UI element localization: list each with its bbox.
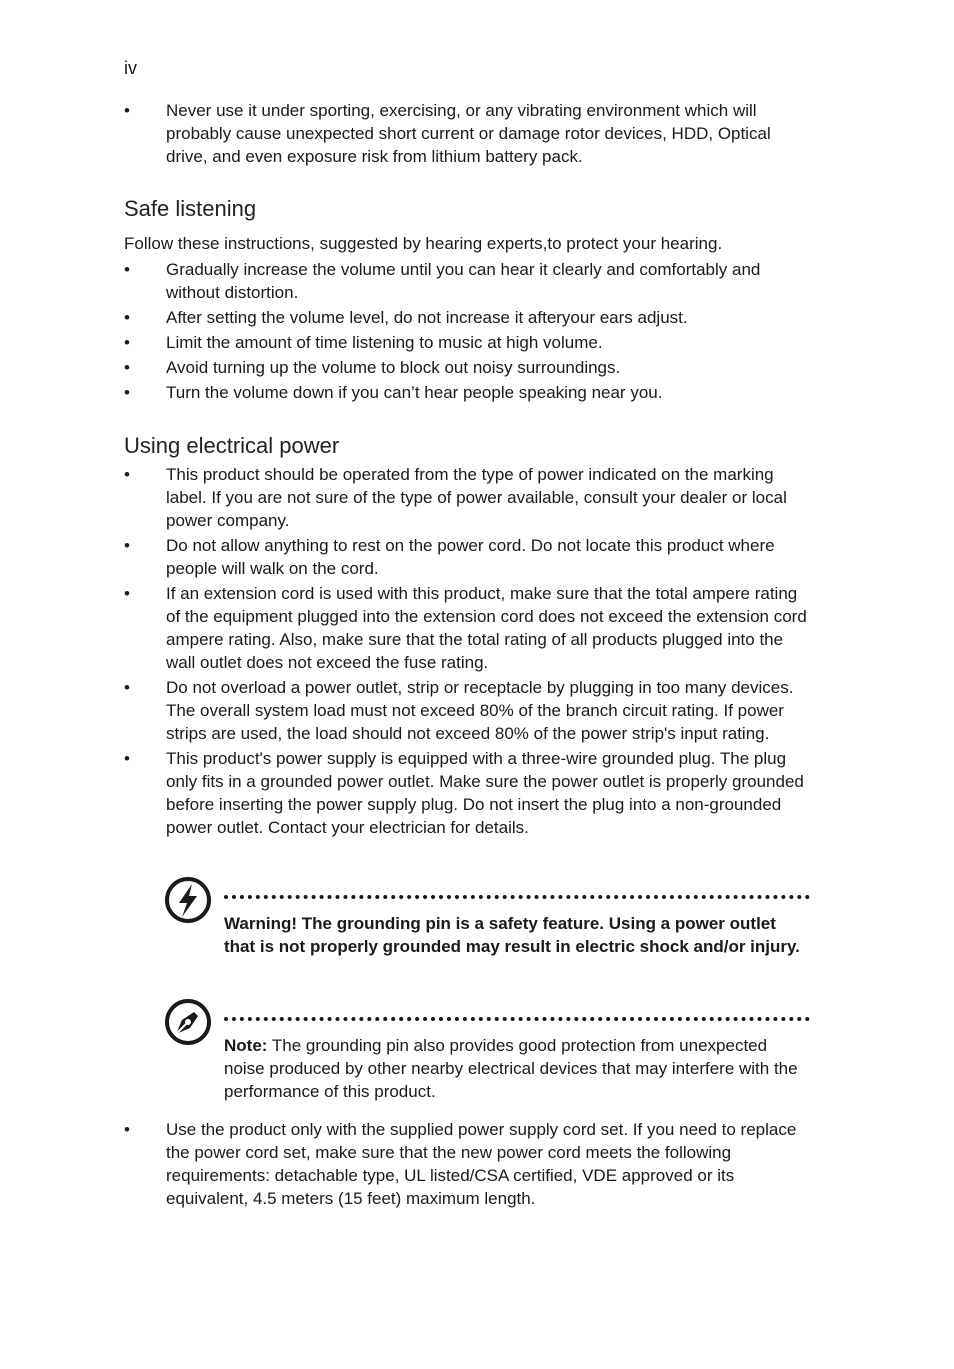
list-item-text: Turn the volume down if you can’t hear people speaking near you. [166, 383, 663, 402]
bullet: • [124, 333, 130, 352]
list-item [124, 258, 814, 304]
list-item [124, 582, 814, 674]
note-callout [164, 998, 814, 1118]
list-item-text: Avoid turning up the volume to block out noisy surroundings. [166, 358, 621, 377]
list-item [124, 331, 814, 354]
dotted-divider [224, 1017, 810, 1021]
list-item [124, 381, 814, 404]
list-item [124, 463, 814, 532]
list-item-text: Gradually increase the volume until you can hear it clearly and comfortably and without distortion. [166, 260, 761, 302]
list-item-text: This product should be operated from the type of power indicated on the marking label. If you are not sure of the type of power available, consult your dealer or local power company. [166, 465, 787, 530]
top-bullet-list [124, 99, 814, 170]
list-item-text: This product's power supply is equipped with a three-wire grounded plug. The plug only fits in a grounded power outlet. Make sure the power outlet is properly grounded before inserting the power supply plug. Do not insert the plug into a non-grounded power outlet. Contact your electrician for details. [166, 749, 804, 837]
bullet: • [124, 1120, 130, 1139]
bullet: • [124, 678, 130, 697]
bullet: • [124, 101, 130, 120]
list-item-text: If an extension cord is used with this product, make sure that the total ampere rating of the equipment plugged into the extension cord does not exceed the extension cord ampere rating. Also, make sure that the total rating of all products plugged into the wall outlet does not exceed the fuse rating. [166, 584, 807, 672]
list-item-text: Use the product only with the supplied power supply cord set. If you need to replace the power cord set, make sure that the new power cord meets the following requirements: detachable type, UL listed/CSA certified, VDE approved or its equivalent, 4.5 meters (15 feet) maximum length. [166, 1120, 797, 1208]
list-item-text: Limit the amount of time listening to music at high volume. [166, 333, 603, 352]
list-item-text: Do not allow anything to rest on the power cord. Do not locate this product where people will walk on the cord. [166, 536, 775, 578]
safe-listening-section [124, 232, 814, 406]
bullet: • [124, 465, 130, 484]
dotted-divider [224, 895, 810, 899]
list-item [124, 1118, 814, 1210]
list-item-text: Do not overload a power outlet, strip or receptacle by plugging in too many devices. The overall system load must not exceed 80% of the branch circuit rating. If power strips are used, the load should not exceed 80% of the power strip's input rating. [166, 678, 794, 743]
list-item [124, 306, 814, 329]
section-intro: Follow these instructions, suggested by hearing experts,to protect your hearing. [124, 234, 723, 253]
list-item [124, 747, 814, 839]
warning-callout [164, 876, 814, 996]
bullet: • [124, 536, 130, 555]
lightning-bolt-icon [164, 876, 212, 924]
pen-nib-icon [164, 998, 212, 1046]
list-item-text: After setting the volume level, do not increase it afteryour ears adjust. [166, 308, 688, 327]
bullet: • [124, 358, 130, 377]
note-text [224, 1034, 808, 1103]
final-bullet-list [124, 1118, 814, 1212]
bullet: • [124, 260, 130, 279]
list-item [124, 99, 814, 168]
page-number: iv [124, 58, 137, 78]
electrical-power-section [124, 463, 814, 841]
note-body: The grounding pin also provides good protection from unexpected noise produced by other nearby electrical devices that may interfere with the performance of this product. [224, 1036, 798, 1101]
list-item [124, 676, 814, 745]
list-item [124, 356, 814, 379]
list-item [124, 534, 814, 580]
bullet: • [124, 308, 130, 327]
bullet: • [124, 749, 130, 768]
section-heading-safe-listening: Safe listening [124, 196, 257, 221]
bullet: • [124, 383, 130, 402]
list-item-text: Never use it under sporting, exercising, or any vibrating environment which will probably cause unexpected short current or damage rotor devices, HDD, Optical drive, and even exposure risk from lithium battery pack. [166, 101, 771, 166]
section-heading-electrical-power: Using electrical power [124, 433, 340, 458]
note-label: Note: [224, 1036, 268, 1055]
warning-text: Warning! The grounding pin is a safety feature. Using a power outlet that is not properly grounded may result in electric shock and/or injury. [224, 914, 800, 956]
bullet: • [124, 584, 130, 603]
